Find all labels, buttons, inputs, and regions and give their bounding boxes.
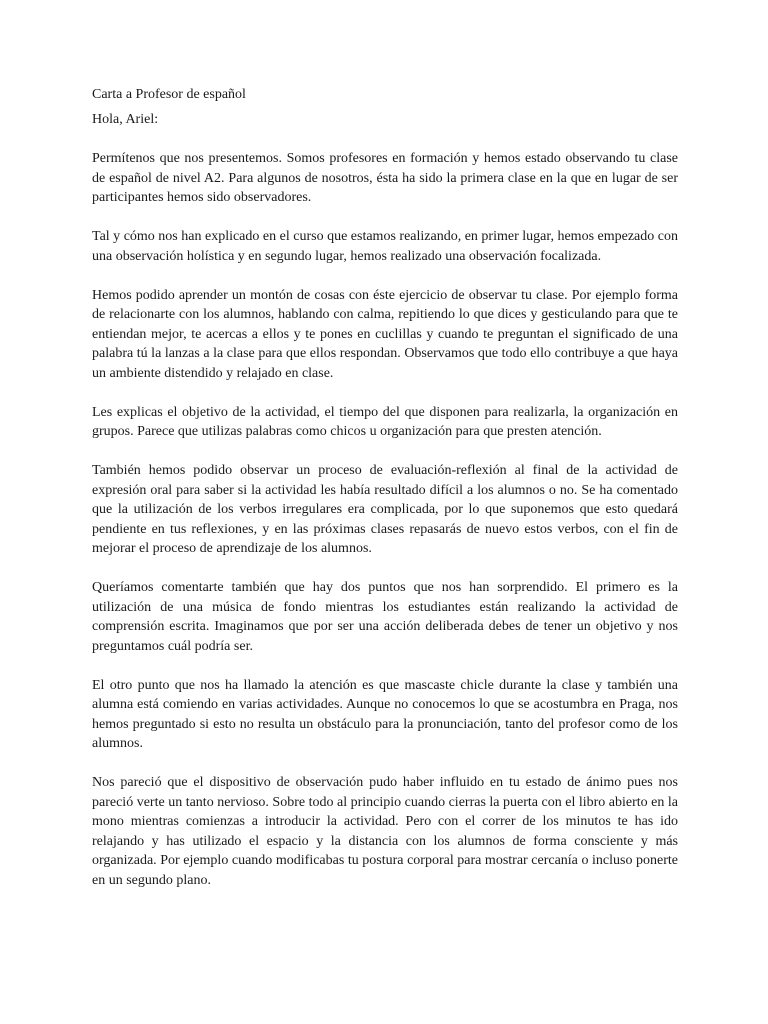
paragraph-5: También hemos podido observar un proceso de evaluación-reflexión al final de la actividad de expresión oral para saber si la actividad les había resultado difícil a los alumnos o no. Se ha comentado que la utilización de los verbos irregulares era complicada, por lo que suponemos que esto quedará pendiente en tus reflexiones, y en las próximas clases repasarás de nuevo estos verbos, con el fin de mejorar el proceso de aprendizaje de los alumnos. [92, 463, 678, 556]
paragraph-6: Queríamos comentarte también que hay dos puntos que nos han sorprendido. El primero es la utilización de una música de fondo mientras los estudiantes están realizando la actividad de comprensión escrita. Imaginamos que por ser una acción deliberada debes de tener un objetivo y nos preguntamos cuál podría ser. [92, 580, 678, 654]
paragraph-3: Hemos podido aprender un montón de cosas con éste ejercicio de observar tu clase. Por ejemplo forma de relacionarte con los alumnos, hablando con calma, repitiendo lo que dices y gesticulando para que te entiendan mejor, te acercas a ellos y te pones en cuclillas y cuando te preguntan el significado de una palabra tú la lanzas a la clase para que ellos respondan. Observamos que todo ello contribuye a que haya un ambiente distendido y relajado en clase. [92, 287, 678, 381]
letter-body [92, 85, 678, 910]
letter-title: Carta a Profesor de español [92, 87, 246, 102]
paragraph-8: Nos pareció que el dispositivo de observación pudo haber influido en tu estado de ánimo pues nos pareció verte un tanto nervioso. Sobre todo al principio cuando cierras la puerta con el libro abierto en la mono mientras comienzas a introducir la actividad. Pero con el correr de los minutos te has ido relajando y has utilizado el espacio y la distancia con los alumnos de forma consciente y más organizada. Por ejemplo cuando modificabas tu postura corporal para mostrar cercanía o incluso ponerte en un segundo plano. [92, 775, 678, 888]
paragraph-2: Tal y cómo nos han explicado en el curso que estamos realizando, en primer lugar, hemos empezado con una observación holística y en segundo lugar, hemos realizado una observación focalizada. [92, 229, 678, 264]
letter-greeting: Hola, Ariel: [92, 111, 159, 127]
paragraph-7: El otro punto que nos ha llamado la atención es que mascaste chicle durante la clase y también una alumna está comiendo en varias actividades. Aunque no conocemos lo que se acostumbra en Praga, nos hemos preguntado si esto no resulta un obstáculo para la pronunciación, tanto del profesor como de los alumnos. [92, 677, 678, 751]
paragraph-4: Les explicas el objetivo de la actividad, el tiempo del que disponen para realizarla, la organización en grupos. Parece que utilizas palabras como chicos u organización para que presten atención. [92, 404, 678, 439]
paragraph-1: Permítenos que nos presentemos. Somos profesores en formación y hemos estado observando tu clase de español de nivel A2. Para algunos de nosotros, ésta ha sido la primera clase en la que en lugar de ser participantes hemos sido observadores. [92, 151, 678, 205]
